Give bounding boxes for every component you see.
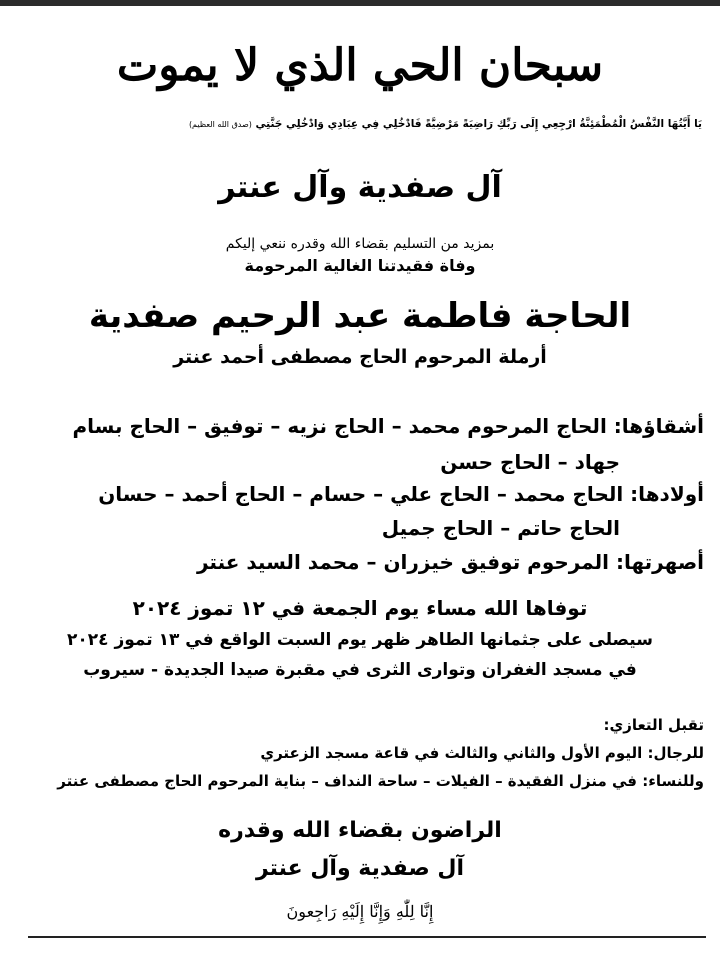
condolences-women: وللنساء: في منزل الفقيدة – الفيلات – ساحة النداف – بناية المرحوم الحاج مصطفى عنتر: [57, 772, 704, 790]
calligraphy-header: سبحان الحي الذي لا يموت: [116, 40, 604, 91]
brothers-line-2: جهاد – الحاج حسن: [440, 450, 620, 474]
brothers-line-1: أشقاؤها: الحاج المرحوم محمد – الحاج نزيه – توفيق – الحاج بسام: [72, 414, 704, 438]
condolences-men: للرجال: اليوم الأول والثاني والثالث في قاعة مسجد الزعتري: [260, 744, 704, 762]
quran-verse-reference: (صدق الله العظيم): [188, 120, 252, 129]
intro-line-1: بمزيد من التسليم بقضاء الله وقدره ننعي إليكم: [225, 236, 495, 252]
funeral-line-2: في مسجد الغفران وتوارى الثرى في مقبرة صيدا الجديدة - سيروب: [83, 660, 637, 680]
footer-families: آل صفدية وآل عنتر: [256, 856, 464, 881]
death-date-line: توفاها الله مساء يوم الجمعة في ١٢ تموز ٢٠٢٤: [132, 596, 588, 620]
in-laws-line: أصهرتها: المرحوم توفيق خيزران – محمد السيد عنتر: [196, 550, 704, 574]
deceased-name: الحاجة فاطمة عبد الرحيم صفدية: [88, 296, 632, 336]
intro-line-2: وفاة فقيدتنا الغالية المرحومة: [244, 256, 476, 275]
sons-line-1: أولادها: الحاج محمد – الحاج علي – حسام – الحاج أحمد – حسان: [98, 482, 704, 506]
quran-verse: [189, 118, 702, 130]
funeral-line-1: سيصلى على جثمانها الطاهر ظهر يوم السبت الواقع في ١٣ تموز ٢٠٢٤: [67, 630, 653, 650]
quran-verse-text: يَا أَيَّتُهَا النَّفْسُ الْمُطْمَئِنَّةُ ارْجِعِي إِلَى رَبِّكِ رَاضِيَةً مَرْضِيَّةً فَادْخُلِي فِي عِبَادِي وَادْخُلِي جَنَّتِي: [255, 118, 702, 130]
top-border: [0, 0, 720, 6]
families-title: آل صفدية وآل عنتر: [218, 170, 502, 205]
final-verse: إِنَّا لِلّٰهِ وَإِنَّا إِلَيْهِ رَاجِعونَ: [286, 902, 434, 921]
condolences-title: تقبل التعازي:: [603, 716, 704, 734]
sons-line-2: الحاج حاتم – الحاج جميل: [381, 516, 620, 540]
resigned-line: الراضون بقضاء الله وقدره: [218, 818, 502, 843]
bottom-border: [28, 936, 706, 938]
widow-of-line: أرملة المرحوم الحاج مصطفى أحمد عنتر: [173, 346, 547, 368]
